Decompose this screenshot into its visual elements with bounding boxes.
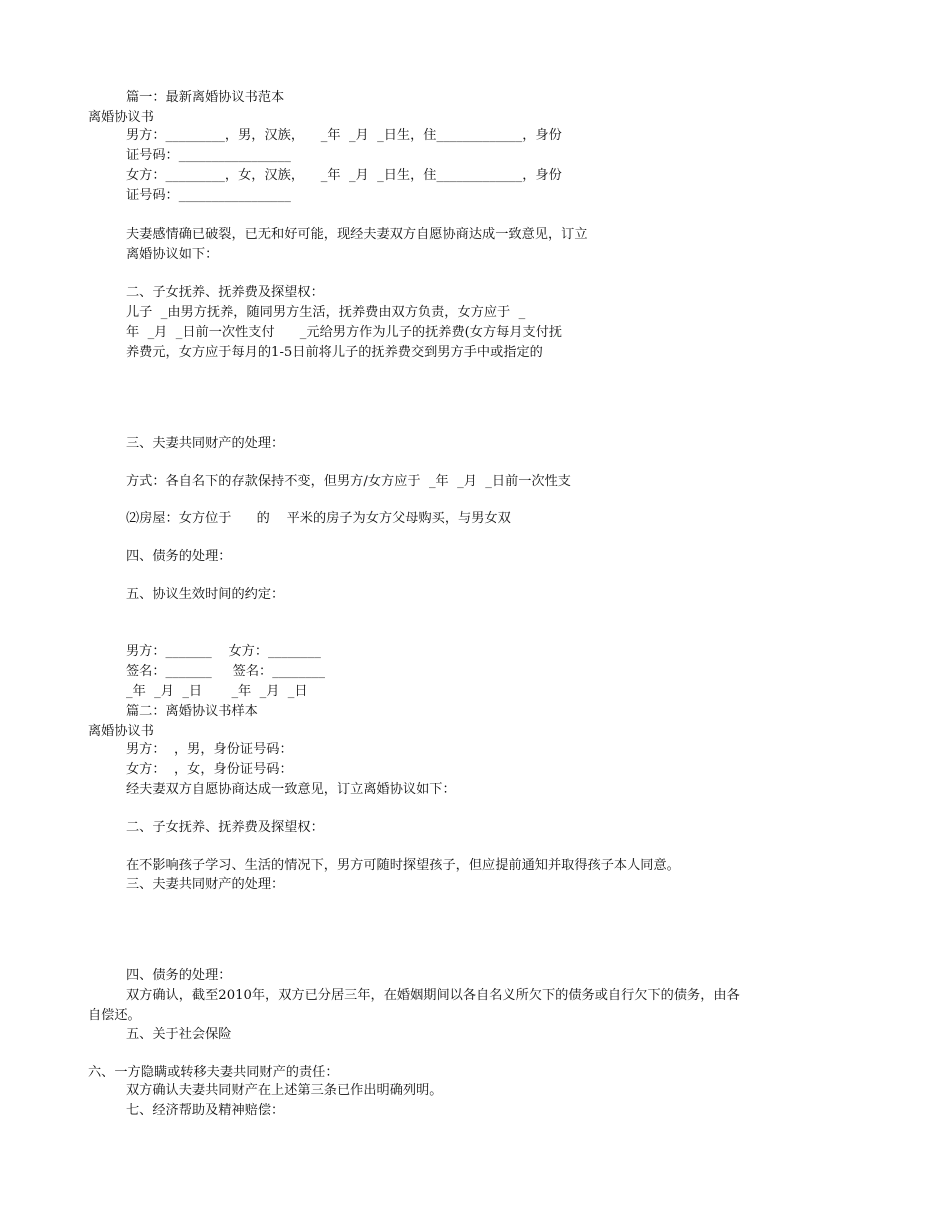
child-custody-line: 年 _月 _日前一次性支付 _元给男方作为儿子的抚养费(女方每月支付抚 <box>126 325 563 340</box>
child-custody-line: 儿子 _由男方抚养，随同男方生活，抚养费由双方负责，女方应于 _ <box>126 305 526 320</box>
property-line: ⑵房屋：女方位于 的 平米的房子为女方父母购买，与男女双 <box>126 511 511 526</box>
property-heading: 三、夫妻共同财产的处理： <box>126 877 285 892</box>
intro-paragraph-line: 经夫妻双方自愿协商达成一致意见，订立离婚协议如下： <box>126 782 456 797</box>
concealment-heading: 六、一方隐瞒或转移夫妻共同财产的责任： <box>88 1065 339 1080</box>
property-line: 方式：各自名下的存款保持不变，但男方/女方应于 _年 _月 _日前一次性支 <box>126 474 571 489</box>
child-custody-line: 在不影响孩子学习、生活的情况下，男方可随时探望孩子，但应提前通知并取得孩子本人同意。 <box>126 858 680 873</box>
debt-heading: 四、债务的处理： <box>126 549 232 564</box>
effective-time-heading: 五、协议生效时间的约定： <box>126 587 285 602</box>
female-id-line: 证号码：_________________ <box>126 188 291 203</box>
child-custody-line: 养费元，女方应于每月的1-5日前将儿子的抚养费交到男方手中或指定的 <box>126 345 543 360</box>
child-custody-heading: 二、子女抚养、抚养费及探望权： <box>126 820 324 835</box>
intro-paragraph-line: 夫妻感情确已破裂，已无和好可能，现经夫妻双方自愿协商达成一致意见，订立 <box>126 227 588 242</box>
male-party-line: 男方：_________，男，汉族， _年 _月 _日生，住_____________，身份 <box>126 128 562 143</box>
debt-heading: 四、债务的处理： <box>126 968 232 983</box>
section-two-heading: 篇二：离婚协议书样本 <box>126 704 258 719</box>
compensation-heading: 七、经济帮助及精神赔偿： <box>126 1103 285 1118</box>
concealment-line: 双方确认夫妻共同财产在上述第三条已作出明确列明。 <box>126 1083 443 1098</box>
agreement-title: 离婚协议书 <box>88 724 154 739</box>
social-insurance-heading: 五、关于社会保险 <box>126 1027 232 1042</box>
female-party-line: 女方：_________，女，汉族， _年 _月 _日生，住_____________，身份 <box>126 168 562 183</box>
property-heading: 三、夫妻共同财产的处理： <box>126 436 285 451</box>
signature-date-line: _年 _月 _日 _年 _月 _日 <box>126 684 308 699</box>
intro-paragraph-line: 离婚协议如下： <box>126 247 219 262</box>
agreement-title: 离婚协议书 <box>88 110 154 125</box>
male-id-line: 证号码：_________________ <box>126 148 291 163</box>
signature-line: 男方：_______ 女方：________ <box>126 644 321 659</box>
debt-line: 自偿还。 <box>88 1008 141 1023</box>
female-party-line: 女方： ，女，身份证号码： <box>126 762 293 777</box>
section-one-heading: 篇一：最新离婚协议书范本 <box>126 90 285 105</box>
male-party-line: 男方： ，男，身份证号码： <box>126 742 293 757</box>
signature-line: 签名：_______ 签名：________ <box>126 664 325 679</box>
debt-line: 双方确认，截至2010年，双方已分居三年，在婚姻期间以各自名义所欠下的债务或自行欠下的债务，由各 <box>126 988 740 1003</box>
child-custody-heading: 二、子女抚养、抚养费及探望权： <box>126 285 324 300</box>
